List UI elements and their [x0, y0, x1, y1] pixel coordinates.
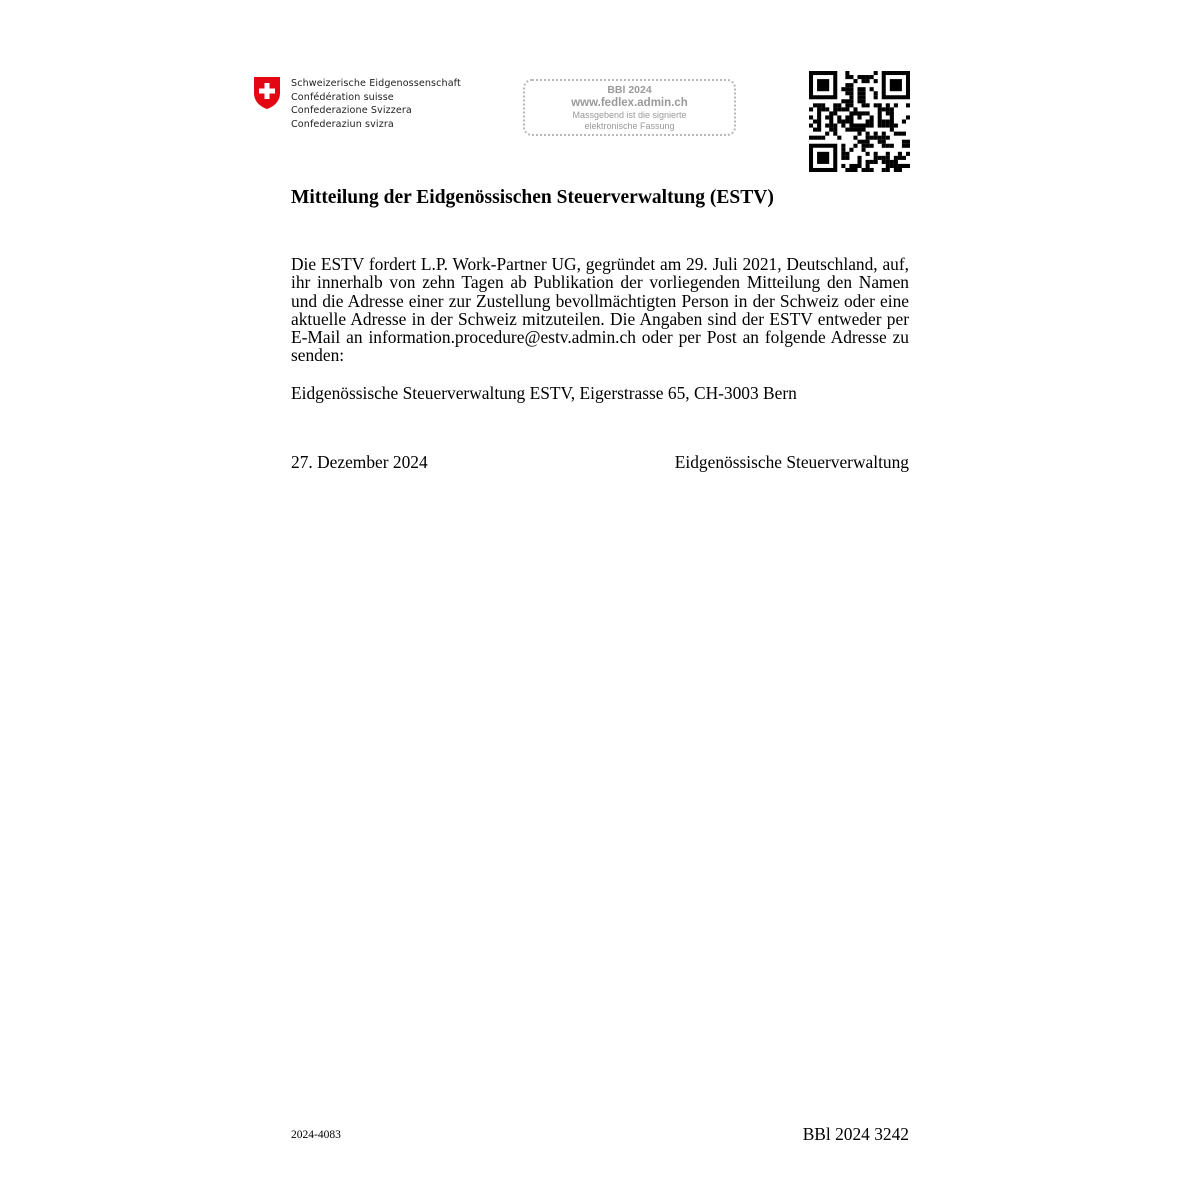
issuing-authority: Eidgenössische Steuerverwaltung — [674, 452, 909, 472]
swiss-coat-of-arms-icon — [253, 76, 281, 110]
document-title: Mitteilung der Eidgenössischen Steuerverwaltung (ESTV) — [291, 187, 774, 208]
confederation-name-rm: Confederaziun svizra — [291, 118, 394, 130]
stamp-volume: BBl 2024 — [607, 84, 652, 96]
stamp-url: www.fedlex.admin.ch — [571, 97, 688, 109]
document-date: 27. Dezember 2024 — [291, 452, 428, 472]
postal-address: Eidgenössische Steuerverwaltung ESTV, Eigerstrasse 65, CH-3003 Bern — [291, 383, 797, 403]
bbl-citation: BBl 2024 3242 — [802, 1124, 909, 1144]
document-id: 2024-4083 — [291, 1129, 341, 1141]
confederation-name-fr: Confédération suisse — [291, 91, 394, 103]
confederation-name-de: Schweizerische Eidgenossenschaft — [291, 78, 461, 89]
stamp-note-line2: elektronische Fassung — [584, 121, 675, 131]
confederation-name-it: Confederazione Svizzera — [291, 105, 412, 116]
qr-code-icon — [809, 71, 910, 172]
stamp-note-line1: Massgebend ist die signierte — [572, 110, 687, 120]
body-paragraph: Die ESTV fordert L.P. Work-Partner UG, gegründet am 29. Juli 2021, Deutschland, auf, ihr innerhalb von zehn Tagen ab Publikation der vorliegenden Mitteilung den Namen und die Adresse einer zur Zustellung bevollmächtigten Person in der Schweiz oder eine aktuelle Adresse in der Schweiz mitzuteilen. Die Angaben sind der ESTV entweder per E-Mail an information.procedure@estv.admin.ch oder per Post an folgende Adresse zu senden: — [291, 254, 909, 366]
publication-stamp — [523, 79, 736, 136]
confederation-names — [291, 77, 461, 131]
